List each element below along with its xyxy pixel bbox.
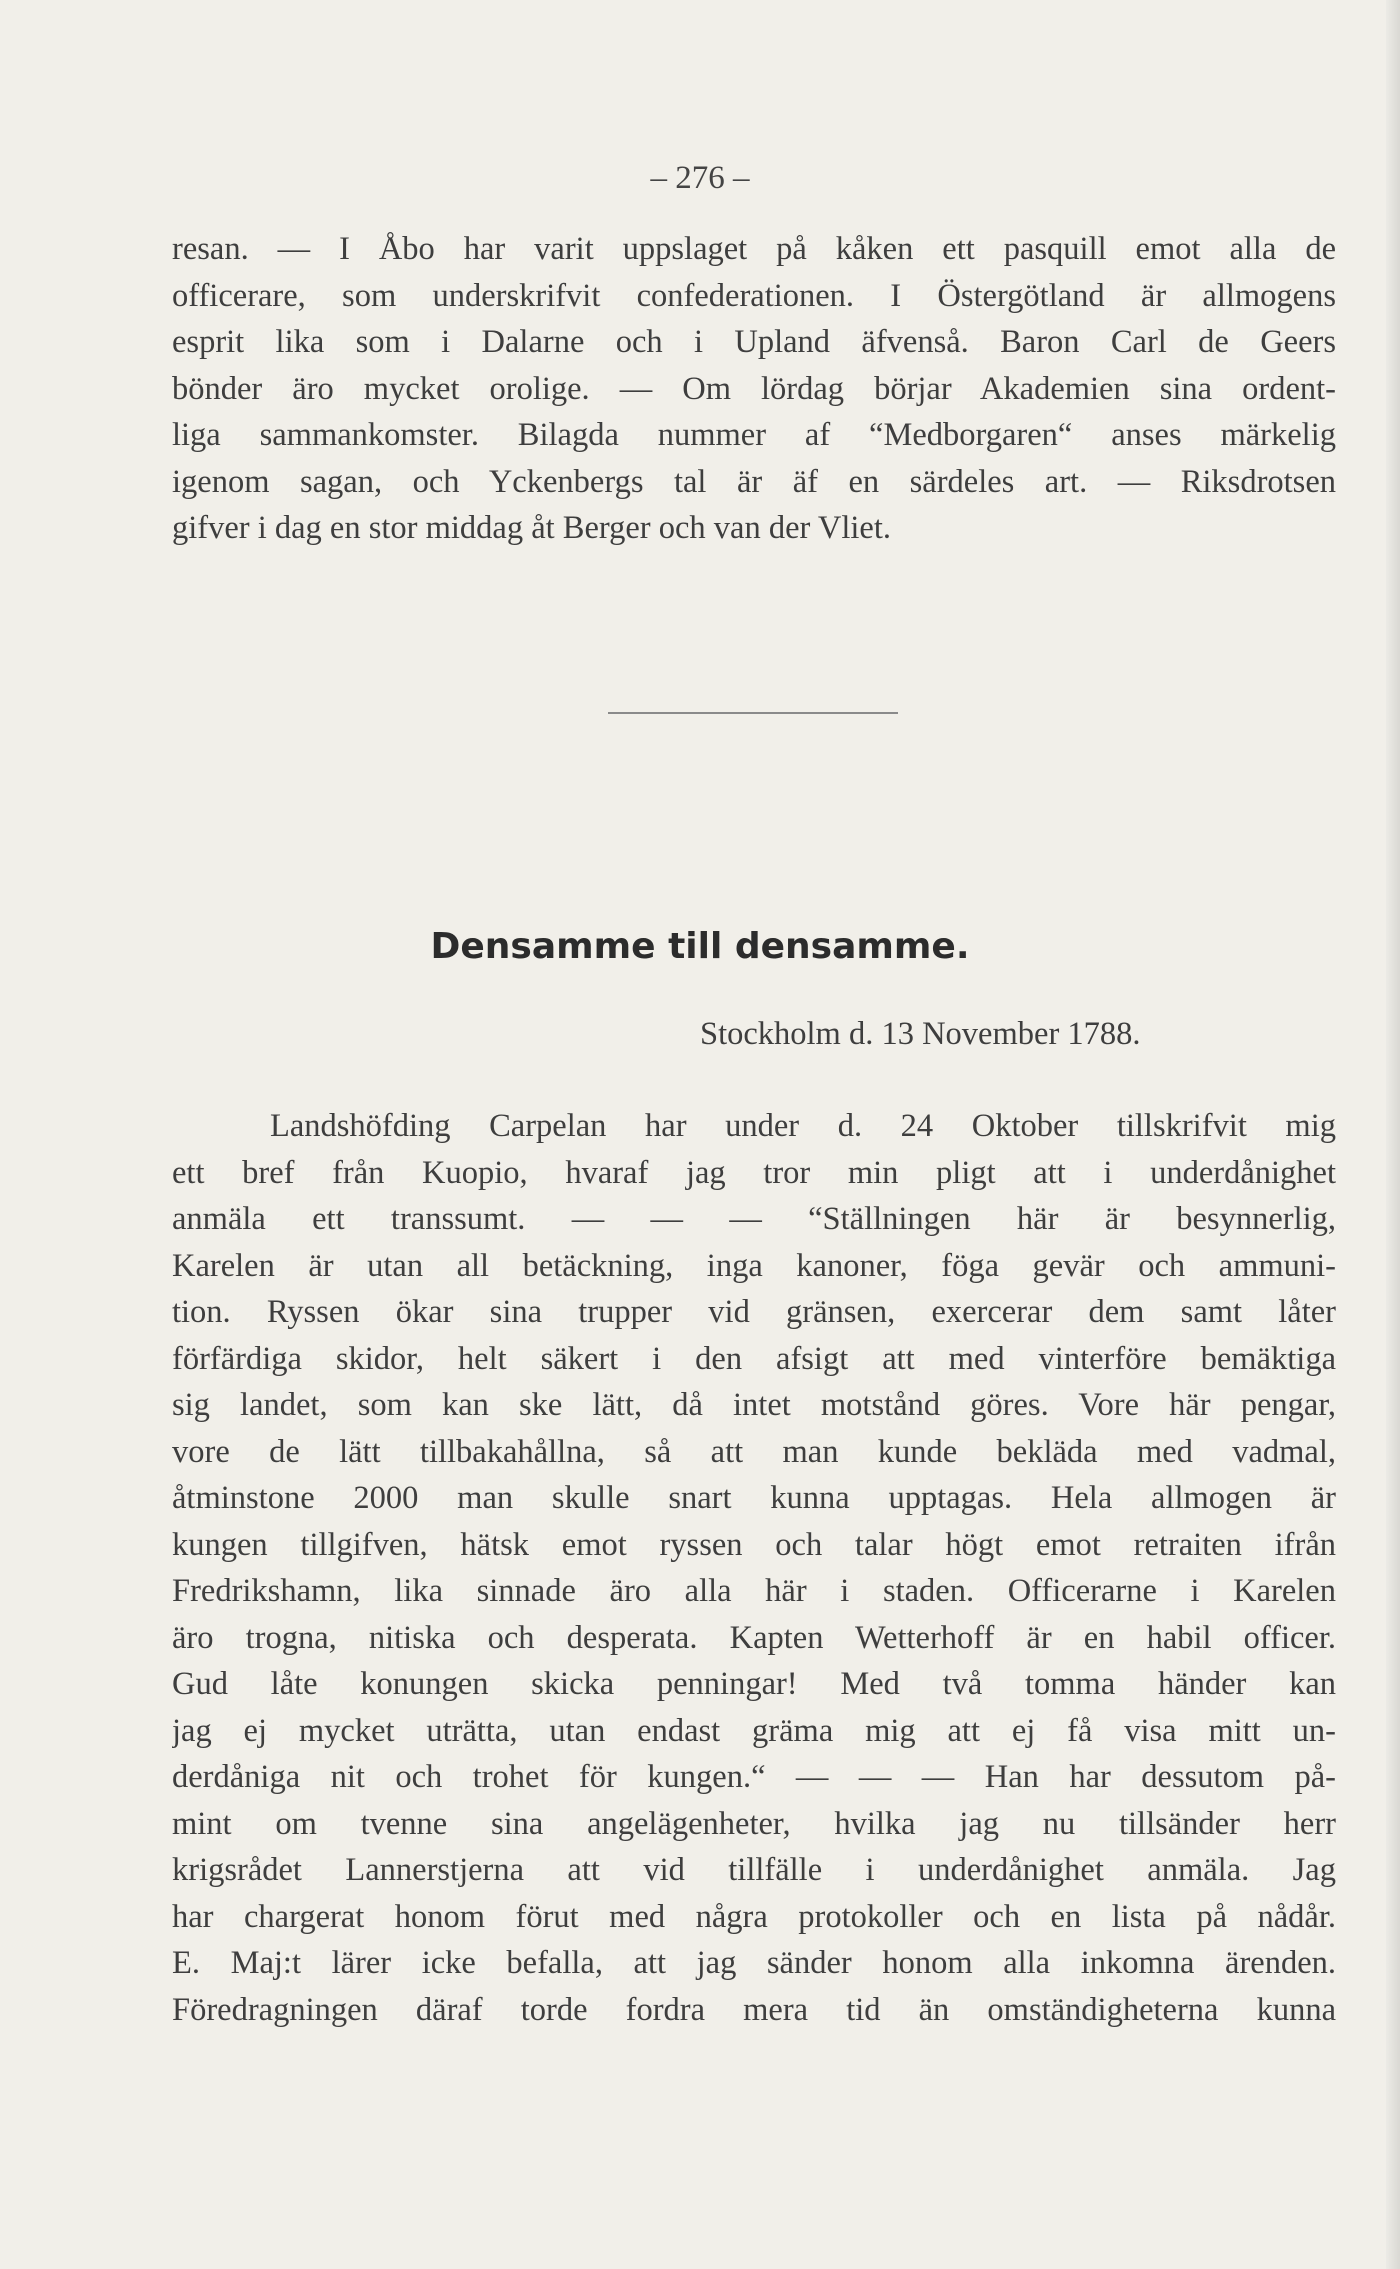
text-line: har chargerat honom förut med några protokoller och en lista på nådår.	[172, 1898, 1336, 1935]
text-line: E. Maj:t lärer icke befalla, att jag sänder honom alla inkomna ärenden.	[172, 1945, 1336, 1981]
text-line: Gud låte konungen skicka penningar! Med två tomma händer kan	[172, 1666, 1336, 1702]
letter-heading: Densamme till densamme.	[430, 926, 970, 967]
section-separator-rule	[608, 712, 898, 714]
text-line: officerare, som underskrifvit confederationen. I Östergötland är allmogens	[172, 277, 1336, 314]
text-line: liga sammankomster. Bilagda nummer af “Medborgaren“ anses märkelig	[172, 417, 1336, 453]
text-line: Karelen är utan all betäckning, inga kanoner, föga gevär och ammuni-	[172, 1247, 1336, 1284]
text-line: ett bref från Kuopio, hvaraf jag tror min pligt att i underdånighet	[172, 1154, 1336, 1191]
text-line: Föredragningen däraf torde fordra mera tid än omständigheterna kunna	[172, 1991, 1336, 2028]
letter-dateline: Stockholm d. 13 November 1788.	[700, 1016, 1141, 1052]
text-line: anmäla ett transsumt. — — — “Ställningen här är besynnerlig,	[172, 1201, 1336, 1237]
text-line: bönder äro mycket orolige. — Om lördag börjar Akademien sina ordent-	[172, 370, 1336, 407]
text-line: resan. — I Åbo har varit uppslaget på kåken ett pasquill emot alla de	[172, 231, 1336, 267]
text-line: kungen tillgifven, hätsk emot ryssen och talar högt emot retraiten ifrån	[172, 1526, 1336, 1563]
text-line: derdåniga nit och trohet för kungen.“ — — — Han har dessutom på-	[172, 1759, 1336, 1795]
letter-body	[172, 1103, 1336, 2033]
text-line: tion. Ryssen ökar sina trupper vid gränsen, exercerar dem samt låter	[172, 1294, 1336, 1330]
text-line: Landshöfding Carpelan har under d. 24 Oktober tillskrifvit mig	[270, 1108, 1336, 1144]
text-line: jag ej mycket uträtta, utan endast gräma mig att ej få visa mitt un-	[172, 1712, 1336, 1749]
text-line: esprit lika som i Dalarne och i Upland äfvenså. Baron Carl de Geers	[172, 324, 1336, 360]
text-line: äro trogna, nitiska och desperata. Kapten Wetterhoff är en habil officer.	[172, 1619, 1336, 1656]
page-edge	[1386, 0, 1400, 2269]
page-number: – 276 –	[650, 160, 750, 196]
text-line: förfärdiga skidor, helt säkert i den afsigt att med vinterföre bemäktiga	[172, 1340, 1336, 1377]
text-line: krigsrådet Lannerstjerna att vid tillfälle i underdånighet anmäla. Jag	[172, 1852, 1336, 1888]
text-line: Fredrikshamn, lika sinnade äro alla här i staden. Officerarne i Karelen	[172, 1573, 1336, 1609]
text-line: gifver i dag en stor middag åt Berger och van der Vliet.	[172, 510, 891, 546]
text-line: åtminstone 2000 man skulle snart kunna upptagas. Hela allmogen är	[172, 1480, 1336, 1516]
paragraph-previous-letter-end	[172, 226, 1336, 552]
text-line: sig landet, som kan ske lätt, då intet motstånd göres. Vore här pengar,	[172, 1387, 1336, 1423]
text-line: vore de lätt tillbakahållna, så att man kunde bekläda med vadmal,	[172, 1433, 1336, 1470]
text-line: mint om tvenne sina angelägenheter, hvilka jag nu tillsänder herr	[172, 1805, 1336, 1842]
text-line: igenom sagan, och Yckenbergs tal är äf en särdeles art. — Riksdrotsen	[172, 463, 1336, 500]
